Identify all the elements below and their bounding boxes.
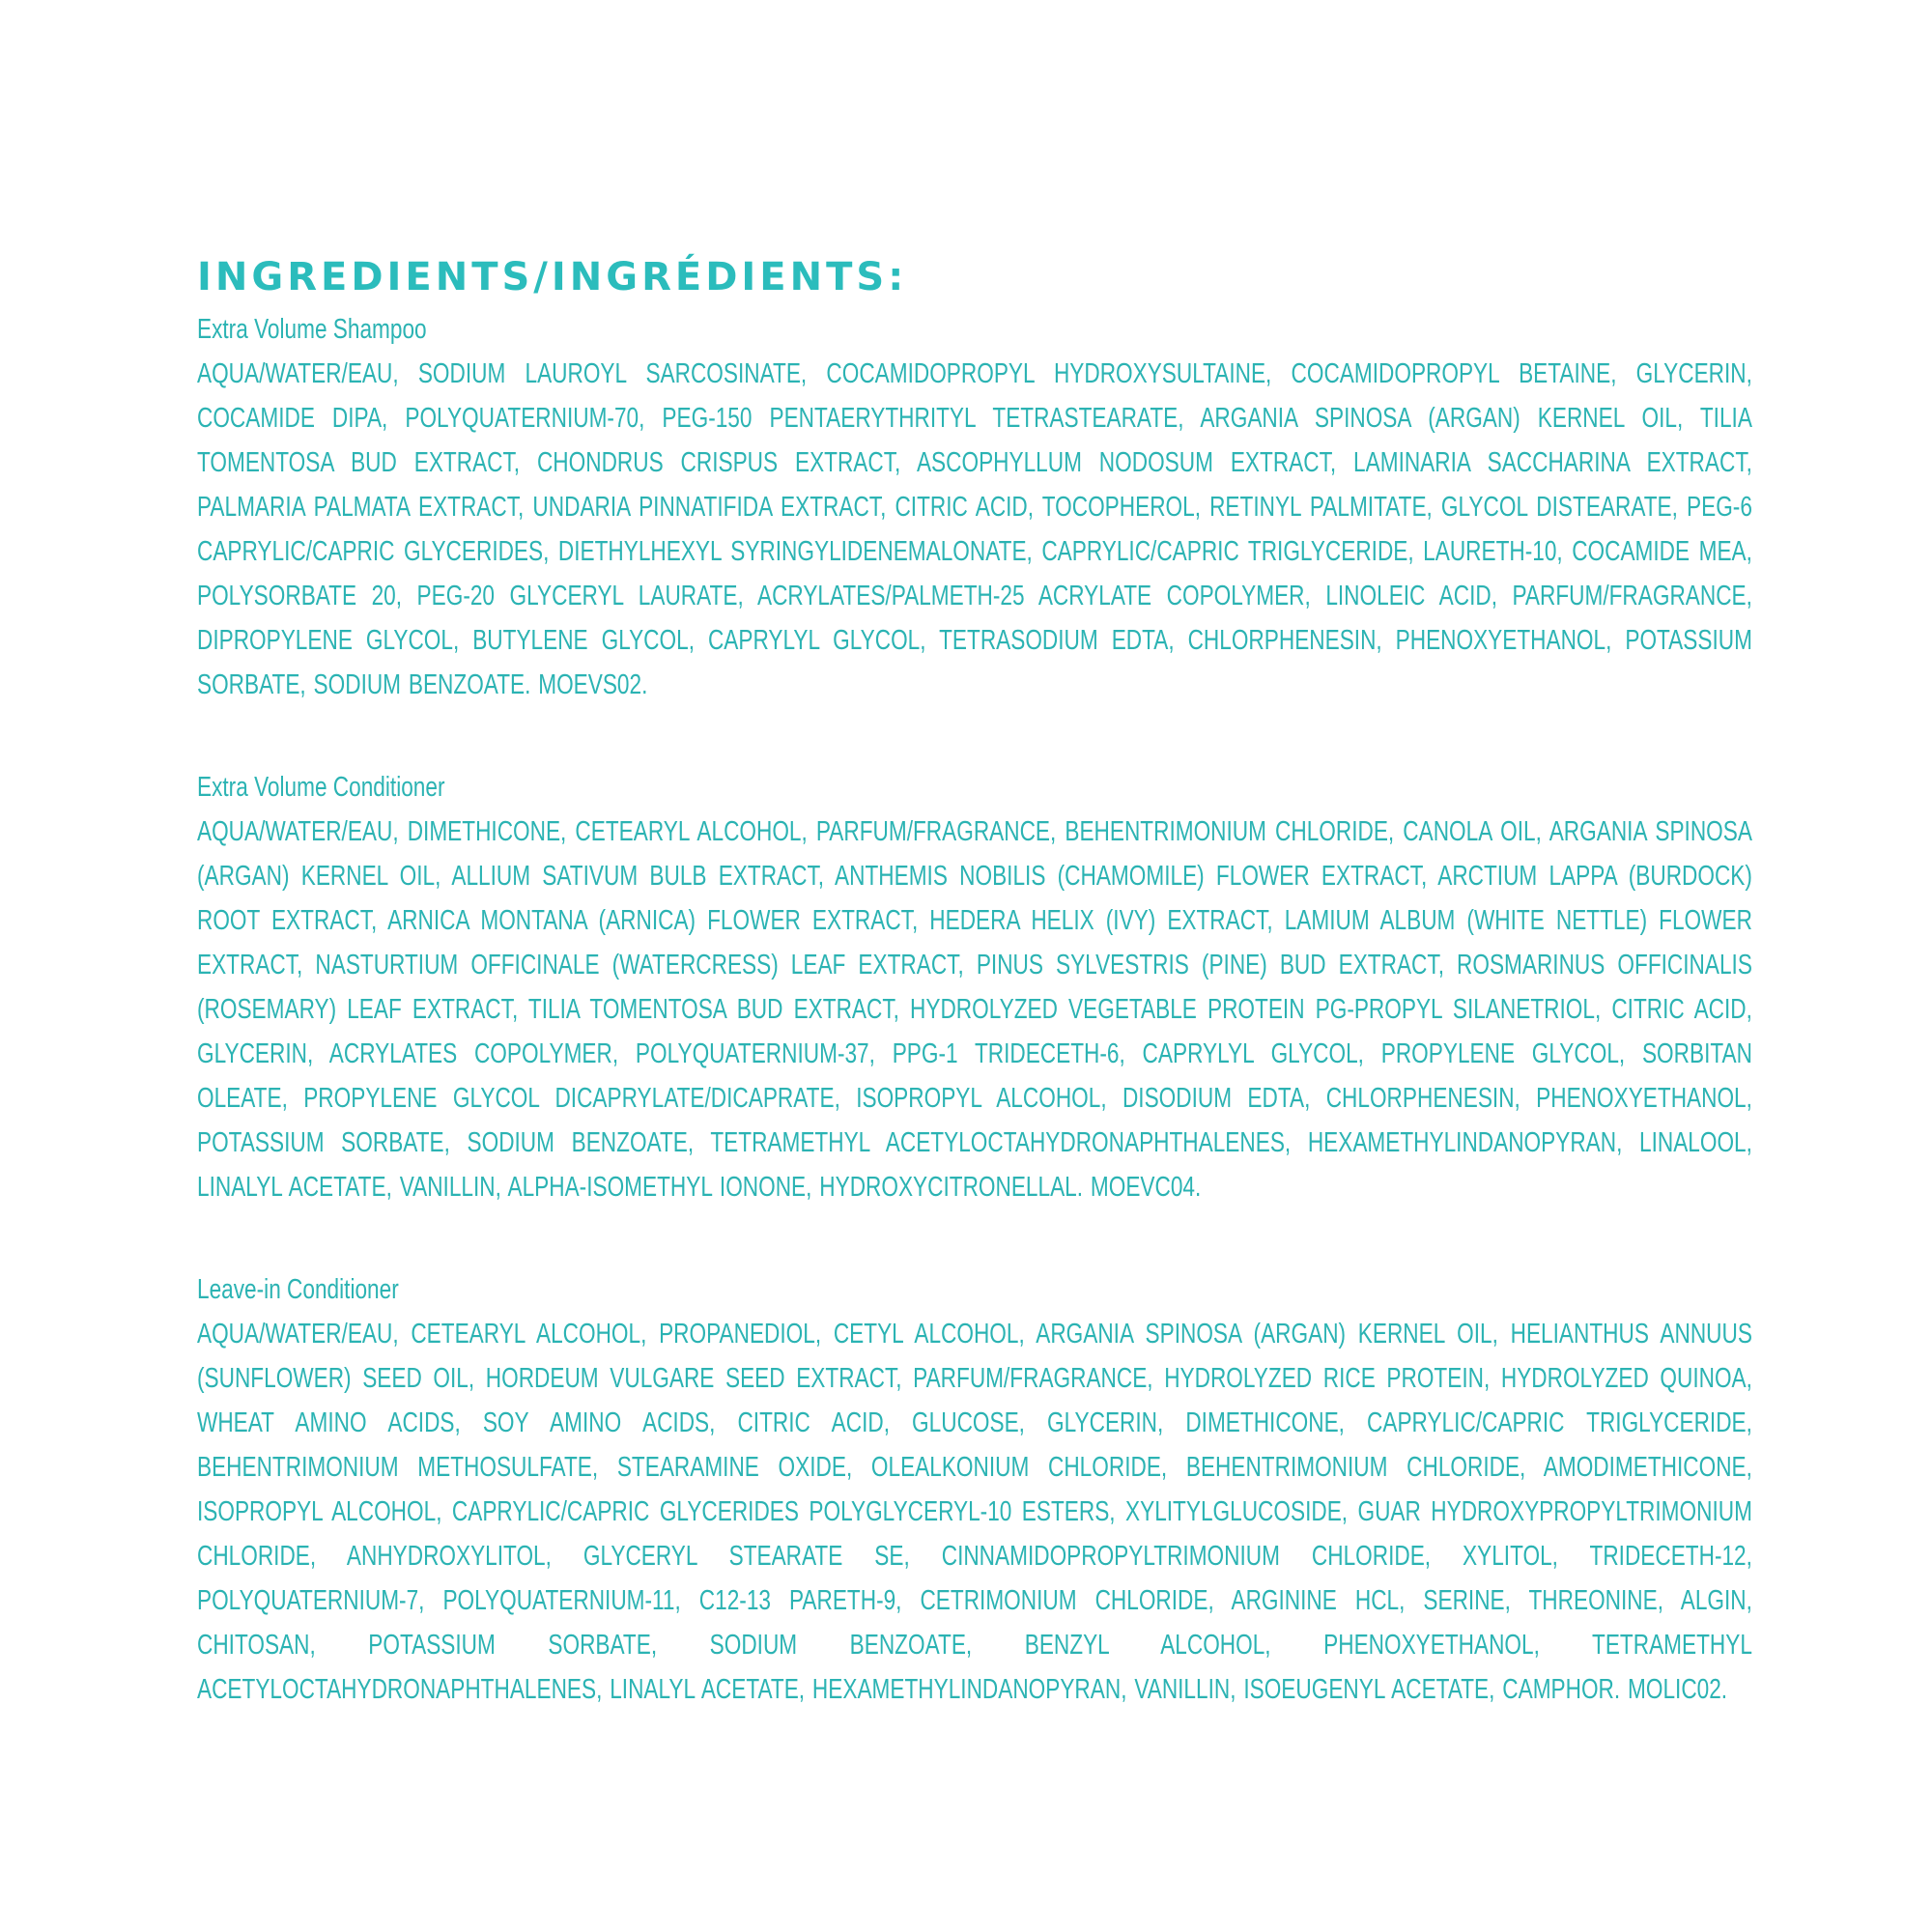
ingredients-page bbox=[197, 253, 1752, 1770]
ingredient-list: AQUA/WATER/EAU, DIMETHICONE, CETEARYL ALCOHOL, PARFUM/FRAGRANCE, BEHENTRIMONIUM CHLORIDE, CANOLA OIL, ARGANIA SPINOSA (ARGAN) KERNEL OIL, ALLIUM SATIVUM BULB EXTRACT, ANTHEMIS NOBILIS (CHAMOMILE) FLOWER EXTRACT, ARCTIUM LAPPA (BURDOCK) ROOT EXTRACT, ARNICA MONTANA (ARNICA) FLOWER EXTRACT, HEDERA HELIX (IVY) EXTRACT, LAMIUM ALBUM (WHITE NETTLE) FLOWER EXTRACT, NASTURTIUM OFFICINALE (WATERCRESS) LEAF EXTRACT, PINUS SYLVESTRIS (PINE) BUD EXTRACT, ROSMARINUS OFFICINALIS (ROSEMARY) LEAF EXTRACT, TILIA TOMENTOSA BUD EXTRACT, HYDROLYZED VEGETABLE PROTEIN PG-PROPYL SILANETRIOL, CITRIC ACID, GLYCERIN, ACRYLATES COPOLYMER, POLYQUATERNIUM-37, PPG-1 TRIDECETH-6, CAPRYLYL GLYCOL, PROPYLENE GLYCOL, SORBITAN OLEATE, PROPYLENE GLYCOL DICAPRYLATE/DICAPRATE, ISOPROPYL ALCOHOL, DISODIUM EDTA, CHLORPHENESIN, PHENOXYETHANOL, POTASSIUM SORBATE, SODIUM BENZOATE, TETRAMETHYL ACETYLOCTAHYDRONAPHTHALENES, HEXAMETHYLINDANOPYRAN, LINALOOL, LINALYL ACETATE, VANILLIN, ALPHA-ISOMETHYL IONONE, HYDROXYCITRONELLAL. MOEVC04. bbox=[197, 816, 1752, 1203]
section-title: Leave-in Conditioner bbox=[197, 1274, 399, 1305]
section-extra-volume-conditioner bbox=[197, 765, 1752, 1209]
ingredient-list: AQUA/WATER/EAU, CETEARYL ALCOHOL, PROPANEDIOL, CETYL ALCOHOL, ARGANIA SPINOSA (ARGAN) KERNEL OIL, HELIANTHUS ANNUUS (SUNFLOWER) SEED OIL, HORDEUM VULGARE SEED EXTRACT, PARFUM/FRAGRANCE, HYDROLYZED RICE PROTEIN, HYDROLYZED QUINOA, WHEAT AMINO ACIDS, SOY AMINO ACIDS, CITRIC ACID, GLUCOSE, GLYCERIN, DIMETHICONE, CAPRYLIC/CAPRIC TRIGLYCERIDE, BEHENTRIMONIUM METHOSULFATE, STEARAMINE OXIDE, OLEALKONIUM CHLORIDE, BEHENTRIMONIUM CHLORIDE, AMODIMETHICONE, ISOPROPYL ALCOHOL, CAPRYLIC/CAPRIC GLYCERIDES POLYGLYCERYL-10 ESTERS, XYLITYLGLUCOSIDE, GUAR HYDROXYPROPYLTRIMONIUM CHLORIDE, ANHYDROXYLITOL, GLYCERYL STEARATE SE, CINNAMIDOPROPYLTRIMONIUM CHLORIDE, XYLITOL, TRIDECETH-12, POLYQUATERNIUM-7, POLYQUATERNIUM-11, C12-13 PARETH-9, CETRIMONIUM CHLORIDE, ARGININE HCL, SERINE, THREONINE, ALGIN, CHITOSAN, POTASSIUM SORBATE, SODIUM BENZOATE, BENZYL ALCOHOL, PHENOXYETHANOL, TETRAMETHYL ACETYLOCTAHYDRONAPHTHALENES, LINALYL ACETATE, HEXAMETHYLINDANOPYRAN, VANILLIN, ISOEUGENYL ACETATE, CAMPHOR. MOLIC02. bbox=[197, 1319, 1752, 1705]
page-title: INGREDIENTS/INGRÉDIENTS: bbox=[197, 255, 908, 299]
section-extra-volume-shampoo bbox=[197, 307, 1752, 707]
section-title: Extra Volume Conditioner bbox=[197, 772, 445, 803]
section-title: Extra Volume Shampoo bbox=[197, 314, 427, 345]
ingredient-list: AQUA/WATER/EAU, SODIUM LAUROYL SARCOSINATE, COCAMIDOPROPYL HYDROXYSULTAINE, COCAMIDOPROPYL BETAINE, GLYCERIN, COCAMIDE DIPA, POLYQUATERNIUM-70, PEG-150 PENTAERYTHRITYL TETRASTEARATE, ARGANIA SPINOSA (ARGAN) KERNEL OIL, TILIA TOMENTOSA BUD EXTRACT, CHONDRUS CRISPUS EXTRACT, ASCOPHYLLUM NODOSUM EXTRACT, LAMINARIA SACCHARINA EXTRACT, PALMARIA PALMATA EXTRACT, UNDARIA PINNATIFIDA EXTRACT, CITRIC ACID, TOCOPHEROL, RETINYL PALMITATE, GLYCOL DISTEARATE, PEG-6 CAPRYLIC/CAPRIC GLYCERIDES, DIETHYLHEXYL SYRINGYLIDENEMALONATE, CAPRYLIC/CAPRIC TRIGLYCERIDE, LAURETH-10, COCAMIDE MEA, POLYSORBATE 20, PEG-20 GLYCERYL LAURATE, ACRYLATES/PALMETH-25 ACRYLATE COPOLYMER, LINOLEIC ACID, PARFUM/FRAGRANCE, DIPROPYLENE GLYCOL, BUTYLENE GLYCOL, CAPRYLYL GLYCOL, TETRASODIUM EDTA, CHLORPHENESIN, PHENOXYETHANOL, POTASSIUM SORBATE, SODIUM BENZOATE. MOEVS02. bbox=[197, 358, 1752, 700]
section-leave-in-conditioner bbox=[197, 1267, 1752, 1712]
